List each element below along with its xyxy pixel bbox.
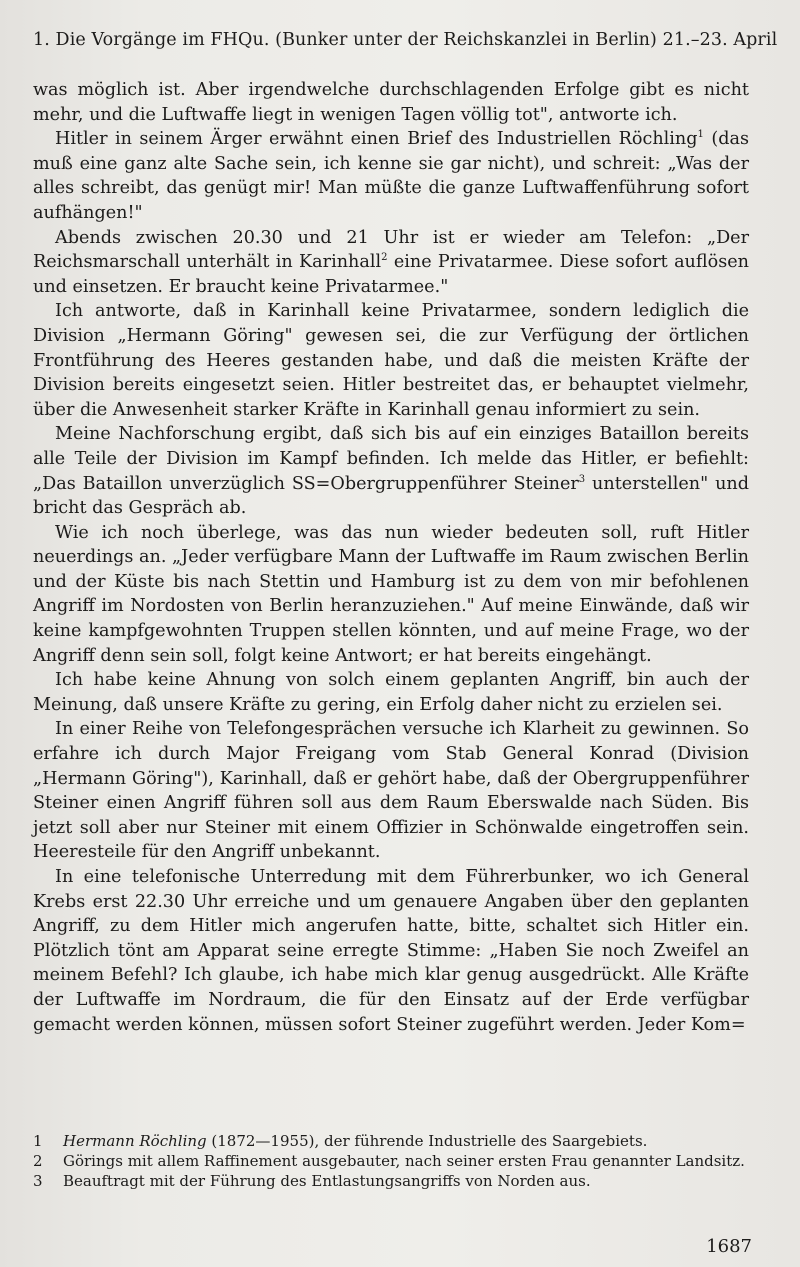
footnotes (33, 1132, 749, 1192)
footnote-person: Hermann Röchling (63, 1132, 207, 1150)
footnote-ref: 2 (381, 252, 388, 264)
paragraph: Abends zwischen 20.30 und 21 Uhr ist er wieder am Telefon: „Der Reichsmarschall unterhält in Karinhall$^2$ eine Privatarmee. Diese sofort auflösen und einsetzen. Er braucht keine Privatarmee." (33, 227, 749, 297)
footnote-text: (1872—1955), der führende Industrielle des Saargebiets. (206, 1132, 648, 1150)
paragraph: Ich habe keine Ahnung von solch einem geplanten Angriff, bin auch der Meinung, daß unsere Kräfte zu gering, ein Erfolg daher nicht zu erzielen sei. (33, 670, 749, 715)
page-number: 1687 (706, 1236, 752, 1257)
paragraph: Wie ich noch überlege, was das nun wieder bedeuten soll, ruft Hitler neuerdings an. „Jeder verfügbare Mann der Luftwaffe im Raum zwischen Berlin und der Küste bis nach Stettin und Hamburg ist zu dem von mir befohlenen Angriff im Nordosten von Berlin heranzuziehen." Auf meine Einwände, daß wir keine kampfgewohnten Truppen stellen könnten, und auf meine Frage, wo der Angriff denn sein soll, folgt keine Antwort; er hat bereits eingehängt. (33, 522, 749, 666)
body-text (33, 78, 749, 1037)
paragraph: Ich antworte, daß in Karinhall keine Privatarmee, sondern lediglich die Division „Hermann Göring" gewesen sei, die zur Verfügung der örtlichen Frontführung des Heeres gestanden habe, und daß die meisten Kräfte der Division bereits eingesetzt seien. Hitler bestreitet das, er behauptet vielmehr, über die Anwesenheit starker Kräfte in Karinhall genau informiert zu sein. (33, 301, 749, 420)
footnote-text: Görings mit allem Raffinement ausgebauter, nach seiner ersten Frau genannter Landsitz. (63, 1152, 745, 1170)
footnote (33, 1172, 749, 1191)
running-header: 1. Die Vorgänge im FHQu. (Bunker unter der Reichskanzlei in Berlin) 21.–23. April (33, 30, 778, 50)
footnote-number: 3 (33, 1172, 43, 1190)
paragraph: In einer Reihe von Telefongesprächen versuche ich Klarheit zu gewinnen. So erfahre ich durch Major Freigang vom Stab General Konrad (Division „Hermann Göring"), Karinhall, daß er gehört habe, daß der Obergruppenführer Steiner einen Angriff führen soll aus dem Raum Eberswalde nach Süden. Bis jetzt soll aber nur Steiner mit einem Offizier in Schönwalde eingetroffen sein. Heeresteile für den Angriff unbekannt. (33, 719, 749, 863)
paragraph: In eine telefonische Unterredung mit dem Führerbunker, wo ich General Krebs erst 22.30 Uhr erreiche und um genauere Angaben über den geplanten Angriff, zu dem Hitler mich angerufen hatte, bitte, schaltet sich Hitler ein. Plötzlich tönt am Apparat seine erregte Stimme: „Haben Sie noch Zweifel an meinem Befehl? Ich glaube, ich habe mich klar genug ausgedrückt. Alle Kräfte der Luftwaffe im Nordraum, die für den Einsatz auf der Erde verfügbar gemacht werden können, müssen sofort Steiner zugeführt werden. Jeder Kom= (33, 867, 749, 1035)
paragraph: Hitler in seinem Ärger erwähnt einen Brief des Industriellen Röchling$^1$ (das muß eine ganz alte Sache sein, ich kenne sie gar nicht), und schreit: „Was der alles schreibt, das genügt mir! Man müßte die ganze Luftwaffenführung sofort aufhängen!" (33, 129, 749, 223)
footnote-ref: 1 (697, 129, 704, 141)
footnote-ref: 3 (578, 473, 586, 485)
footnote (33, 1152, 749, 1171)
paragraph: was möglich ist. Aber irgendwelche durchschlagenden Erfolge gibt es nicht mehr, und die Luftwaffe liegt in wenigen Tagen völlig tot", antworte ich. (33, 80, 749, 125)
footnote-number: 1 (33, 1132, 43, 1150)
footnote-number: 2 (33, 1152, 43, 1170)
paragraph: Meine Nachforschung ergibt, daß sich bis auf ein einziges Bataillon bereits alle Teile der Division im Kampf befinden. Ich melde das Hitler, er befiehlt: „Das Bataillon unverzüglich SS=Obergruppenführer Steiner$^3$ unterstellen" und bricht das Gespräch ab. (33, 424, 750, 519)
footnote (33, 1132, 749, 1151)
footnote-text: Beauftragt mit der Führung des Entlastungsangriffs von Norden aus. (63, 1172, 591, 1190)
